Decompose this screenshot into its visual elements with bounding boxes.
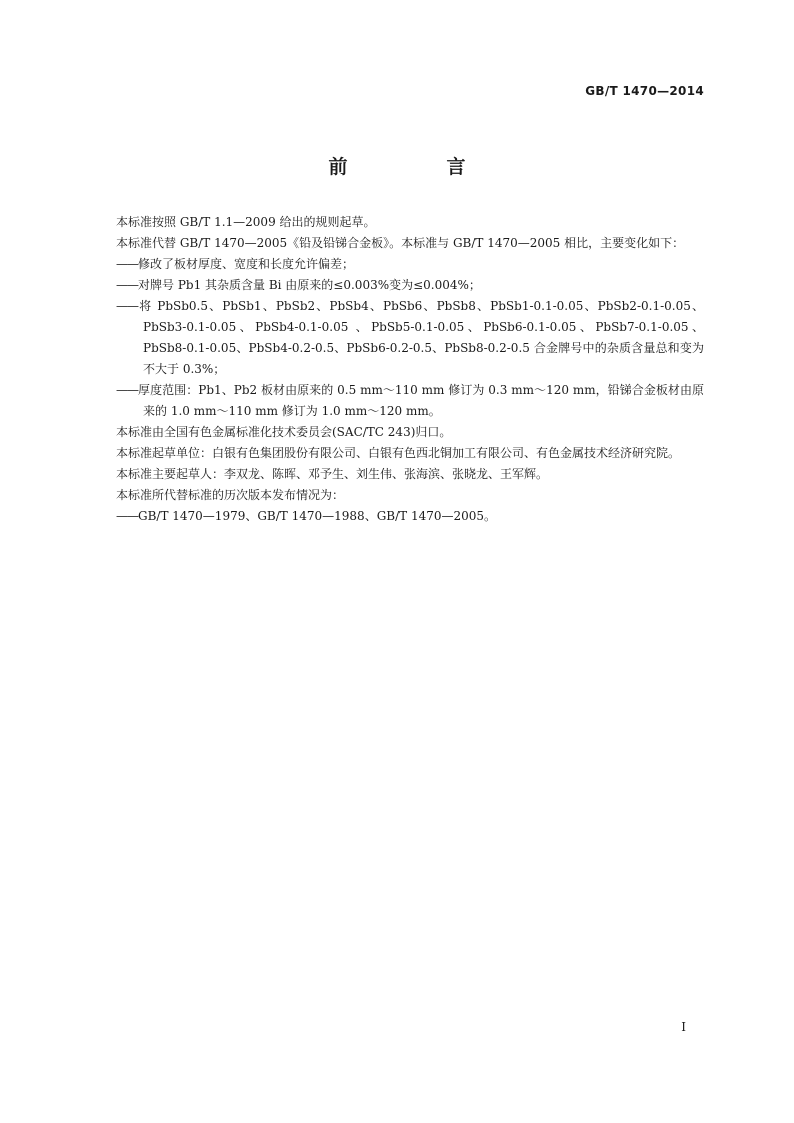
dash-mark: ——	[116, 278, 138, 292]
paragraph-committee: 本标准由全国有色金属标准化技术委员会(SAC/TC 243)归口。	[116, 425, 452, 439]
dash-mark: ——	[116, 257, 138, 271]
dash-mark: ——	[116, 299, 138, 313]
change-item	[92, 380, 704, 422]
previous-editions-item	[92, 506, 704, 527]
paragraph-replacement: 本标准代替 GB/T 1470—2005《铅及铅锑合金板》。本标准与 GB/T 1470—2005 相比，主要变化如下：	[116, 236, 685, 250]
foreword-body	[92, 212, 704, 527]
change-item	[92, 296, 704, 380]
previous-editions-text: GB/T 1470—1979、GB/T 1470—1988、GB/T 1470—2005。	[138, 509, 497, 523]
change-item	[92, 275, 704, 296]
dash-mark: ——	[116, 509, 138, 523]
dash-mark: ——	[116, 383, 138, 397]
standard-code: GB/T 1470—2014	[585, 84, 704, 98]
change-item-text: 修改了板材厚度、宽度和长度允许偏差；	[138, 257, 355, 271]
paragraph-drafting-units: 本标准起草单位：白银有色集团股份有限公司、白银有色西北铜加工有限公司、有色金属技术经济研究院。	[116, 446, 681, 460]
paragraph-drafting-rules: 本标准按照 GB/T 1.1—2009 给出的规则起草。	[116, 215, 376, 229]
change-item-text: 将 PbSb0.5、PbSb1、PbSb2、PbSb4、PbSb6、PbSb8、PbSb1-0.1-0.05、PbSb2-0.1-0.05、PbSb3-0.1-0.05、PbSb4-0.1-0.05 、PbSb5-0.1-0.05、PbSb6-0.1-0.05、PbSb7-0.1-0.05、PbSb8-0.1-0.05、PbSb4-0.2-0.5、PbSb6-0.2-0.5、PbSb8-0.2-0.5 合金牌号中的杂质含量总和变为不大于 0.3%；	[138, 299, 704, 376]
paragraph-drafters: 本标准主要起草人：李双龙、陈晖、邓予生、刘生伟、张海滨、张晓龙、王军辉。	[116, 467, 549, 481]
change-item-text: 厚度范围：Pb1、Pb2 板材由原来的 0.5 mm～110 mm 修订为 0.3 mm～120 mm，铅锑合金板材由原来的 1.0 mm～110 mm 修订为 1.0 mm～120 mm。	[138, 383, 704, 418]
change-item-text: 对牌号 Pb1 其杂质含量 Bi 由原来的≤0.003%变为≤0.004%；	[138, 278, 481, 292]
page-number: I	[681, 1020, 686, 1034]
change-item	[92, 254, 704, 275]
paragraph-previous-editions: 本标准所代替标准的历次版本发布情况为：	[116, 488, 345, 502]
page-title: 前 言	[328, 156, 506, 178]
